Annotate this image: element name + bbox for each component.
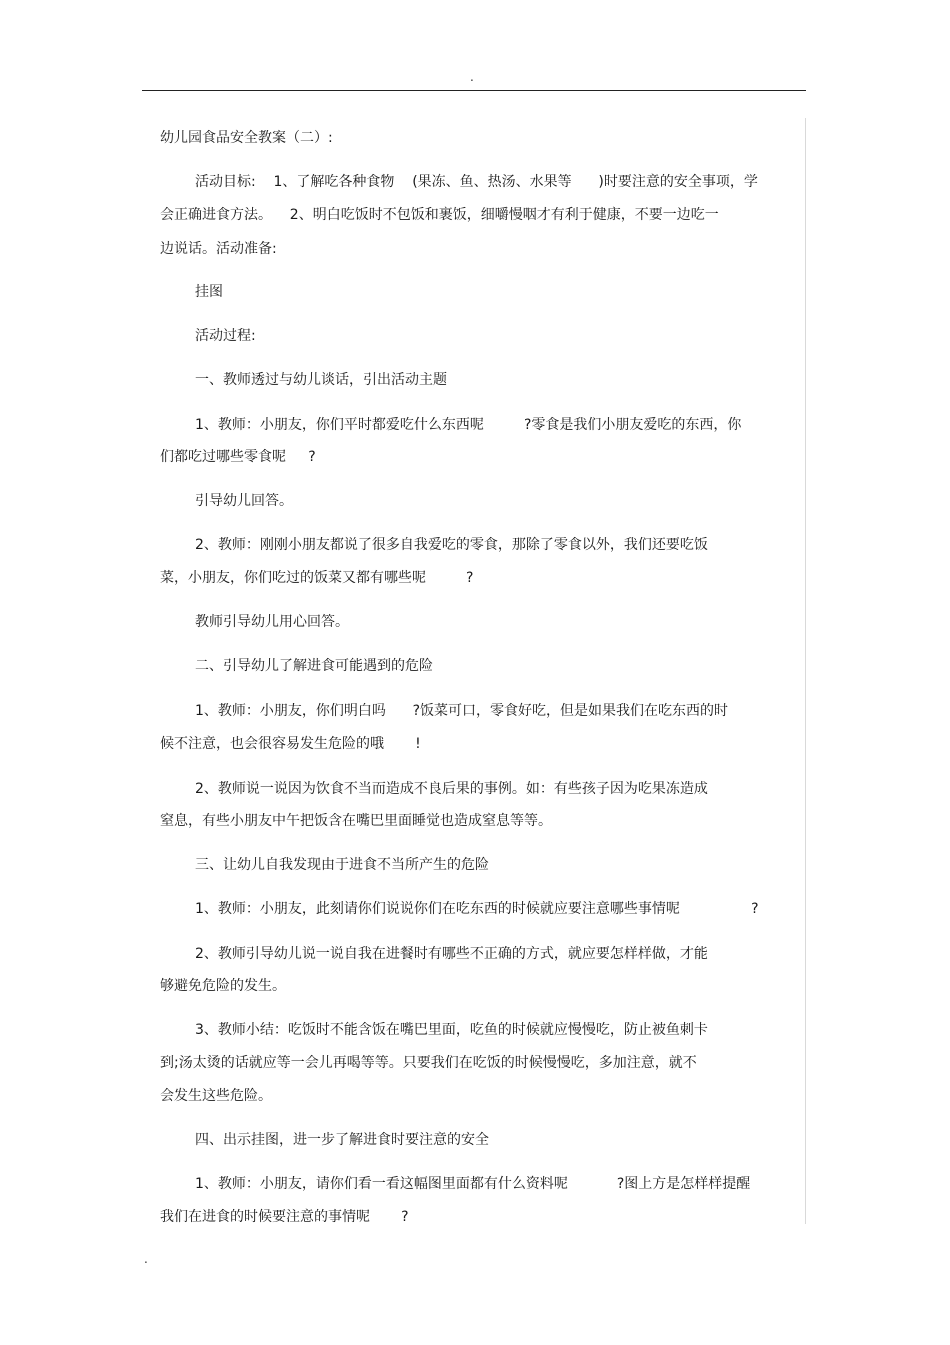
section-heading: 二、引导幼儿了解进食可能遇到的危险	[195, 658, 433, 674]
paragraph-line: 2、教师说一说因为饮食不当而造成不良后果的事例。如：有些孩子因为吃果冻造成	[195, 781, 708, 797]
paragraph-line: 2、教师引导幼儿说一说自我在进餐时有哪些不正确的方式，就应要怎样样做，才能	[195, 946, 708, 962]
section-heading: 一、教师透过与幼儿谈话，引出活动主题	[195, 372, 447, 388]
document-title: 幼儿园食品安全教案（二）:	[160, 130, 333, 146]
paragraph-line: 我们在进食的时候要注意的事情呢 ?	[160, 1209, 409, 1225]
header-rule	[142, 90, 806, 91]
paragraph-line: 们都吃过哪些零食呢 ?	[160, 449, 316, 465]
paragraph-line: 候不注意，也会很容易发生危险的哦 !	[160, 736, 421, 752]
paragraph-line: 引导幼儿回答。	[195, 493, 293, 509]
paragraph-line: 到;汤太烫的话就应等一会儿再喝等等。只要我们在吃饭的时候慢慢吃，多加注意，就不	[160, 1055, 697, 1071]
section-heading: 四、出示挂图，进一步了解进食时要注意的安全	[195, 1132, 489, 1148]
paragraph-line: 会发生这些危险。	[160, 1088, 272, 1104]
footer-dot: .	[144, 1252, 148, 1266]
header-dot: .	[470, 70, 474, 84]
paragraph-line: 会正确进食方法。 2、明白吃饭时不包饭和裹饭，细嚼慢咽才有利于健康，不要一边吃一	[160, 207, 719, 223]
paragraph-line: 窒息，有些小朋友中午把饭含在嘴巴里面睡觉也造成窒息等等。	[160, 813, 552, 829]
paragraph-line: 边说话。活动准备:	[160, 241, 277, 257]
paragraph-line: 够避免危险的发生。	[160, 978, 286, 994]
paragraph-line: 1、教师：小朋友，你们明白吗 ?饭菜可口，零食好吃，但是如果我们在吃东西的时	[195, 703, 729, 719]
paragraph-line: 1、教师：小朋友，请你们看一看这幅图里面都有什么资料呢 ?图上方是怎样样提醒	[195, 1176, 751, 1192]
paragraph-line: 活动目标: 1、了解吃各种食物 (果冻、鱼、热汤、水果等 )时要注意的安全事项，学	[195, 174, 758, 190]
paragraph-line: 挂图	[195, 284, 223, 300]
right-margin-line	[805, 118, 806, 1224]
paragraph-line: 1、教师：小朋友，你们平时都爱吃什么东西呢 ?零食是我们小朋友爱吃的东西，你	[195, 417, 742, 433]
paragraph-line: 教师引导幼儿用心回答。	[195, 614, 349, 630]
paragraph-line: 3、教师小结：吃饭时不能含饭在嘴巴里面，吃鱼的时候就应慢慢吃，防止被鱼刺卡	[195, 1022, 708, 1038]
paragraph-line: 1、教师：小朋友，此刻请你们说说你们在吃东西的时候就应要注意哪些事情呢 ?	[195, 901, 759, 917]
paragraph-line: 2、教师：刚刚小朋友都说了很多自我爱吃的零食，那除了零食以外，我们还要吃饭	[195, 537, 708, 553]
paragraph-line: 菜，小朋友，你们吃过的饭菜又都有哪些呢 ?	[160, 570, 474, 586]
section-heading: 三、让幼儿自我发现由于进食不当所产生的危险	[195, 857, 489, 873]
paragraph-line: 活动过程:	[195, 328, 256, 344]
